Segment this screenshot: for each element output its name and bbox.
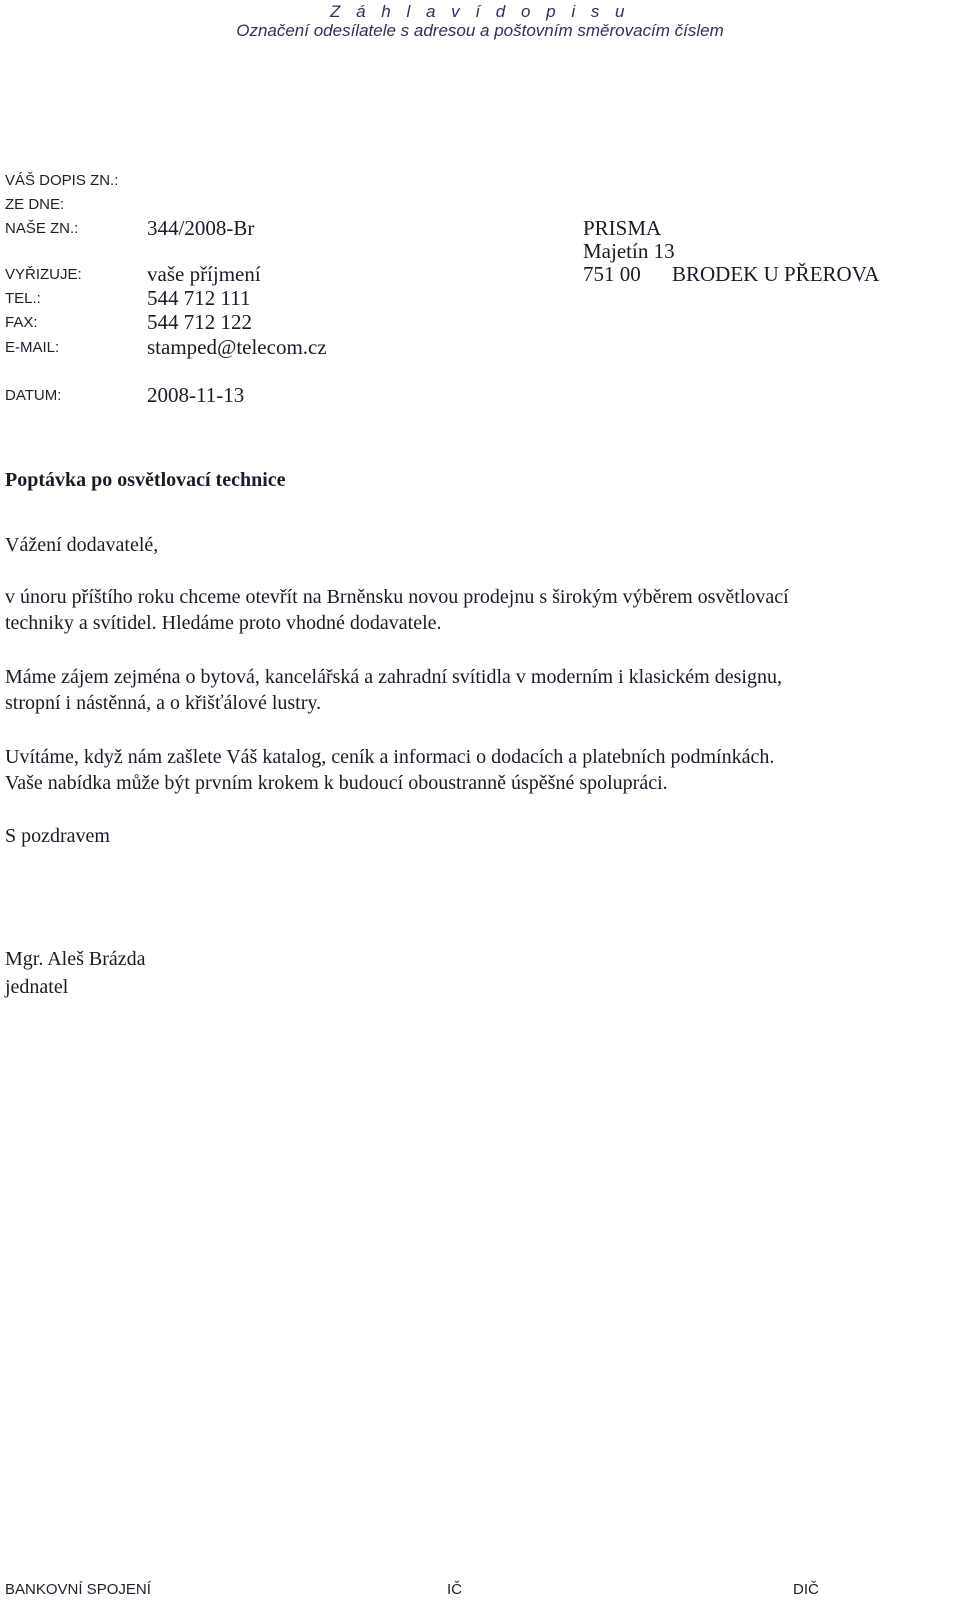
footer-dic-label: DIČ [793, 1581, 819, 1598]
signer-name: Mgr. Aleš Brázda [5, 948, 146, 970]
our-ref-label: NAŠE ZN.: [5, 220, 79, 237]
date-value: 2008-11-13 [147, 383, 245, 407]
date-label: DATUM: [5, 387, 62, 404]
footer-ic-label: IČ [447, 1581, 462, 1598]
our-ref-value: 344/2008-Br [147, 216, 255, 240]
letterhead-subtitle: Označení odesílatele s adresou a poštovním směrovacím číslem [236, 21, 724, 40]
date-of-letter-label: ZE DNE: [5, 196, 65, 213]
paragraph-2 [5, 664, 955, 716]
recipient-street: Majetín 13 [583, 239, 675, 263]
recipient-postcode: 751 00 [583, 262, 641, 286]
paragraph-1-line-2: techniky a svítidel. Hledáme proto vhodné dodavatele. [5, 612, 442, 634]
letterhead-title: Z á h l a v í d o p i s u [329, 2, 631, 21]
handled-by-value: vaše příjmení [147, 262, 261, 286]
email-label: E-MAIL: [5, 339, 60, 356]
paragraph-1-line-1: v únoru příštího roku chceme otevřít na Brněnsku novou prodejnu s širokým výběrem osvětlovací [5, 586, 789, 608]
footer-bank-label: BANKOVNÍ SPOJENÍ [5, 1581, 151, 1598]
paragraph-2-line-2: stropní i nástěnná, a o křišťálové lustry. [5, 692, 322, 714]
paragraph-3-line-1: Uvítáme, když nám zašlete Váš katalog, ceník a informaci o dodacích a platebních podmínkách. [5, 746, 775, 768]
fax-value: 544 712 122 [147, 310, 252, 334]
closing: S pozdravem [5, 825, 110, 847]
paragraph-2-line-1: Máme zájem zejména o bytová, kancelářská a zahradní svítidla v moderním i klasickém designu, [5, 666, 782, 688]
phone-label: TEL.: [5, 290, 41, 307]
paragraph-3-line-2: Vaše nabídka může být prvním krokem k budoucí oboustranně úspěšné spolupráci. [5, 772, 668, 794]
handled-by-label: VYŘIZUJE: [5, 266, 82, 283]
signer-title: jednatel [5, 976, 69, 998]
fax-label: FAX: [5, 314, 38, 331]
salutation: Vážení dodavatelé, [5, 534, 159, 556]
your-letter-ref-label: VÁŠ DOPIS ZN.: [5, 172, 119, 189]
email-value: stamped@telecom.cz [147, 335, 327, 359]
letter-subject: Poptávka po osvětlovací technice [5, 469, 286, 491]
phone-value: 544 712 111 [147, 286, 251, 310]
recipient-city: BRODEK U PŘEROVA [672, 262, 880, 286]
recipient-name: PRISMA [583, 216, 662, 240]
paragraph-3 [5, 744, 955, 796]
paragraph-1 [5, 584, 955, 636]
